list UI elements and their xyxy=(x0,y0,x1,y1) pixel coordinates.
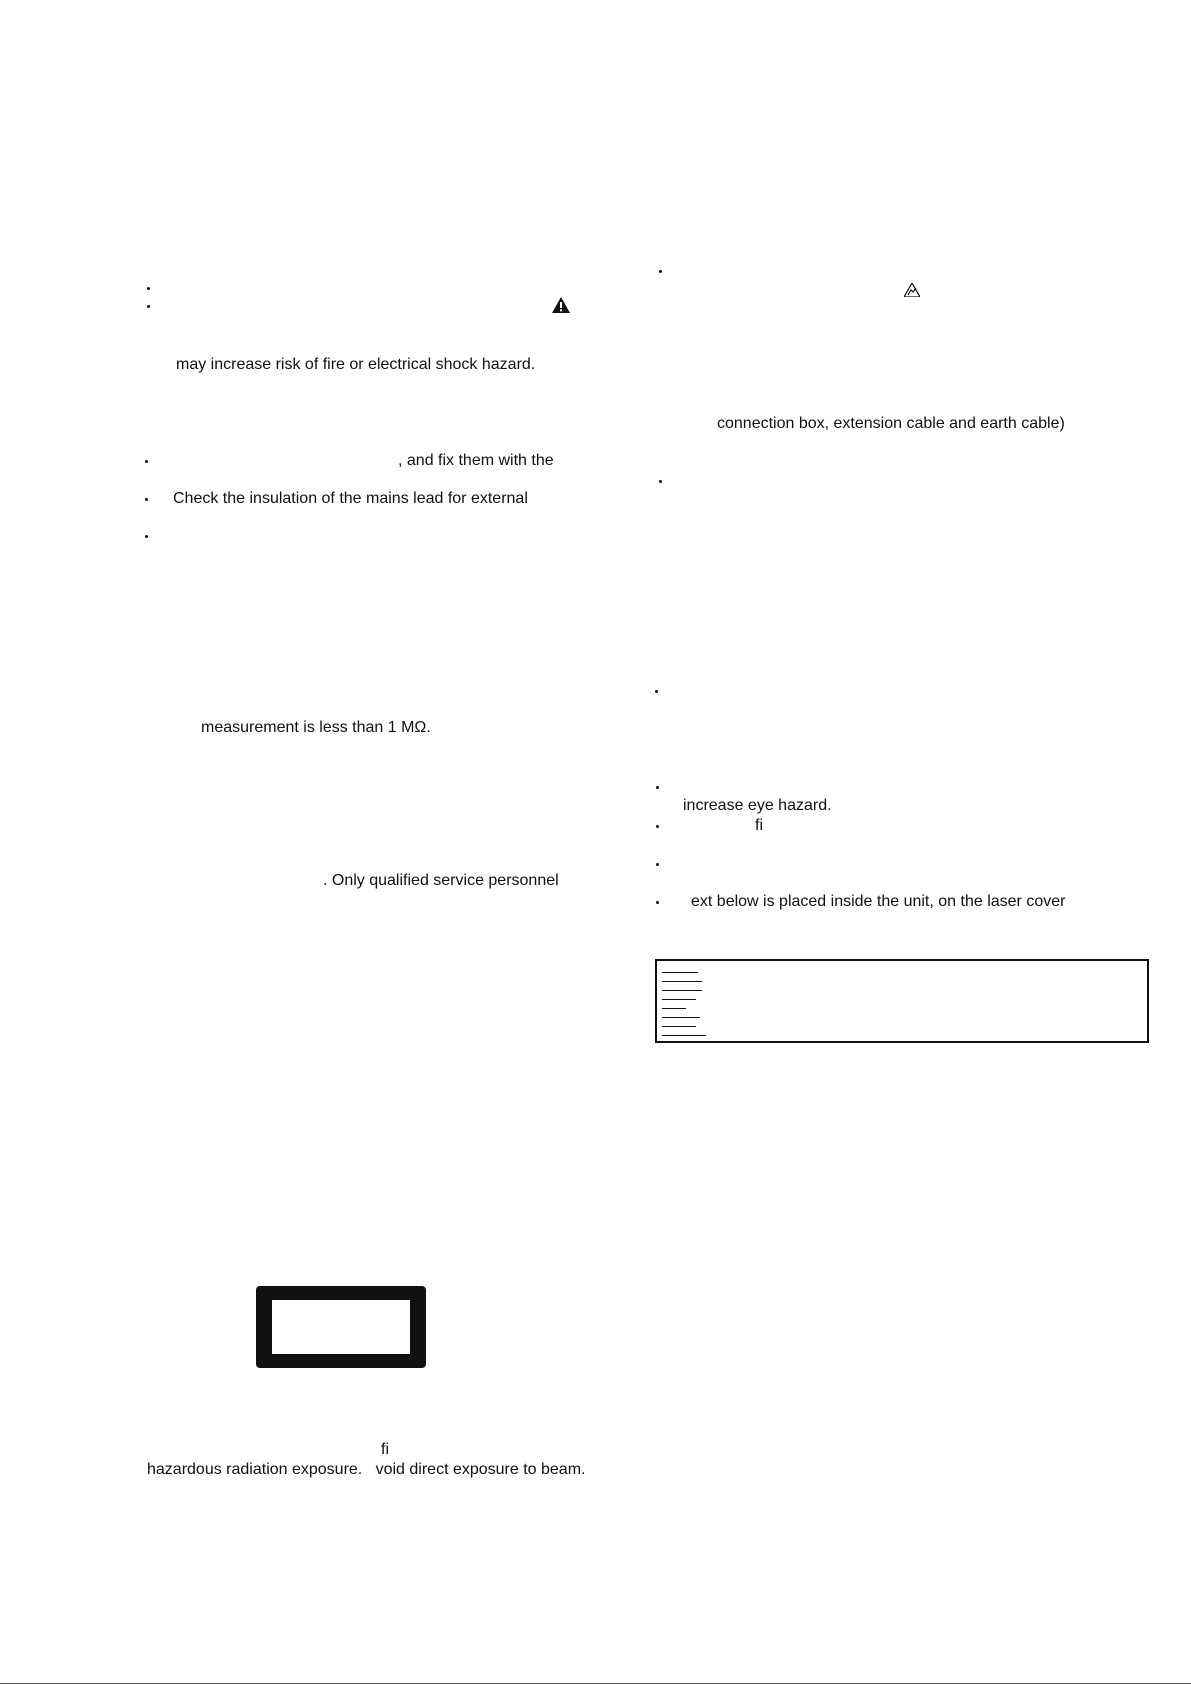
page-bottom-rule xyxy=(0,1683,1191,1684)
bullet xyxy=(656,863,659,866)
bullet xyxy=(659,270,662,273)
radiation-exposure-text: hazardous radiation exposure. void direct exposure to beam. xyxy=(147,1461,586,1478)
label-line xyxy=(662,981,702,982)
bullet xyxy=(145,498,148,501)
bullet xyxy=(656,825,659,828)
label-line xyxy=(662,1035,706,1036)
bullet xyxy=(145,460,148,463)
bullet xyxy=(656,901,659,904)
label-line xyxy=(662,1017,700,1018)
warning-triangle-icon xyxy=(552,297,570,313)
laser-cover-text: ext below is placed inside the unit, on the laser cover xyxy=(691,893,1066,910)
electrostatic-sensitive-icon xyxy=(904,283,920,297)
eye-hazard-text: increase eye hazard. xyxy=(683,797,832,814)
label-line xyxy=(662,990,702,991)
laser-class-label-inner xyxy=(272,1300,410,1354)
check-insulation-text: Check the insulation of the mains lead for external xyxy=(173,490,528,507)
label-line xyxy=(662,999,696,1000)
label-line xyxy=(662,1026,696,1027)
laser-warning-label-box xyxy=(655,959,1149,1043)
bullet xyxy=(656,786,659,789)
label-line xyxy=(662,972,698,973)
measurement-text: measurement is less than 1 MΩ. xyxy=(201,719,431,736)
bullet xyxy=(655,690,658,693)
qualified-personnel-text: . Only qualified service personnel xyxy=(323,872,559,889)
bullet xyxy=(147,305,150,308)
fix-them-text: , and fix them with the xyxy=(398,452,554,469)
bullet xyxy=(145,535,148,538)
label-line xyxy=(662,1008,686,1009)
laser-class-label-frame xyxy=(256,1286,426,1368)
fire-hazard-text: may increase risk of fire or electrical shock hazard. xyxy=(176,356,536,373)
fi-ligature-text: fi xyxy=(755,817,763,834)
fi-ligature-text: fi xyxy=(381,1441,389,1458)
connection-box-text: connection box, extension cable and earth cable) xyxy=(717,415,1065,432)
bullet xyxy=(659,480,662,483)
bullet xyxy=(147,287,150,290)
